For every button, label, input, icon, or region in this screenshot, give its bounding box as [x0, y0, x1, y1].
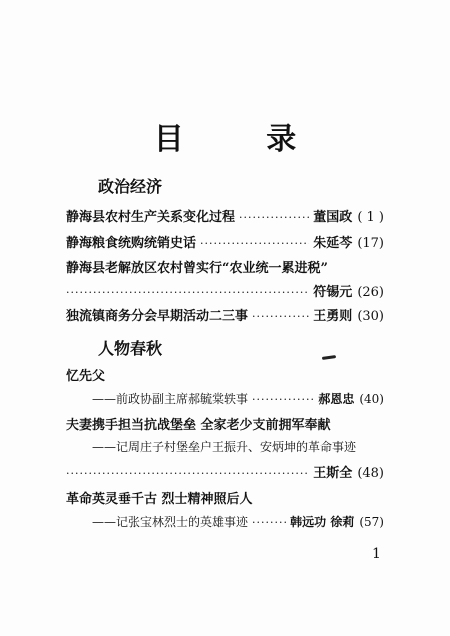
leader-dots [252, 393, 314, 406]
entry-title: 静海县农村生产关系变化过程 [66, 210, 236, 225]
entry-page: (17) [357, 236, 384, 251]
entry-page: (48) [357, 466, 384, 481]
leader-dots [252, 310, 309, 323]
entry-title: 忆先父 [66, 369, 106, 384]
toc-title: 目 录 [153, 122, 333, 157]
entry-page: (40) [359, 392, 384, 406]
leader-dots [252, 516, 286, 529]
toc-entry-subtitle[interactable] [92, 513, 384, 530]
entry-title: 夫妻携手担当抗战堡垒 全家老少支前拥军奉献 [66, 418, 331, 433]
entry-author: 符锡元 [313, 285, 353, 300]
entry-subtitle: ——记张宝林烈士的英雄事迹 [92, 515, 249, 529]
entry-author: 朱延芩 [313, 236, 353, 251]
leader-dots [66, 286, 309, 299]
entry-page: (30) [357, 309, 384, 324]
toc-entry-continuation[interactable] [66, 462, 384, 481]
toc-entry-subtitle[interactable] [92, 390, 384, 407]
toc-entry-continuation[interactable] [66, 281, 384, 300]
toc-entry-subtitle[interactable] [92, 438, 384, 455]
entry-author: 郝恩忠 [318, 392, 355, 406]
entry-author: 韩远功 徐莉 [290, 515, 355, 529]
entry-title: 静海县老解放区农村曾实行“农业统一累进税” [66, 261, 328, 276]
entry-title: 革命英灵垂千古 烈士精神照后人 [66, 492, 253, 507]
entry-title: 静海粮食统购统销史话 [66, 236, 197, 251]
section-heading-politics-economy: 政治经济 [98, 177, 163, 196]
leader-dots [200, 237, 309, 250]
toc-entry[interactable] [66, 414, 384, 433]
entry-subtitle: ——前政协副主席郝毓棠轶事 [92, 392, 249, 406]
toc-entry[interactable] [66, 232, 384, 251]
toc-entry[interactable] [66, 365, 384, 384]
toc-entry[interactable] [66, 305, 384, 324]
toc-entry[interactable] [66, 488, 384, 507]
leader-dots [239, 211, 309, 224]
toc-entry[interactable] [66, 206, 384, 225]
section-heading-biographies: 人物春秋 [98, 339, 163, 358]
entry-author: 王勇则 [313, 309, 353, 324]
page-number: 1 [372, 546, 381, 562]
entry-author: 王斯全 [313, 466, 353, 481]
entry-author: 董国政 [313, 210, 353, 225]
entry-page: (57) [359, 515, 384, 529]
entry-page: ( 1 ) [357, 210, 384, 225]
entry-title: 独流镇商务分会早期活动二三事 [66, 309, 249, 324]
leader-dots [66, 467, 309, 480]
toc-entry[interactable] [66, 257, 384, 276]
print-mark [322, 355, 336, 360]
entry-subtitle: ——记周庄子村堡垒户王振升、安炳坤的革命事迹 [92, 440, 357, 454]
entry-page: (26) [357, 285, 384, 300]
